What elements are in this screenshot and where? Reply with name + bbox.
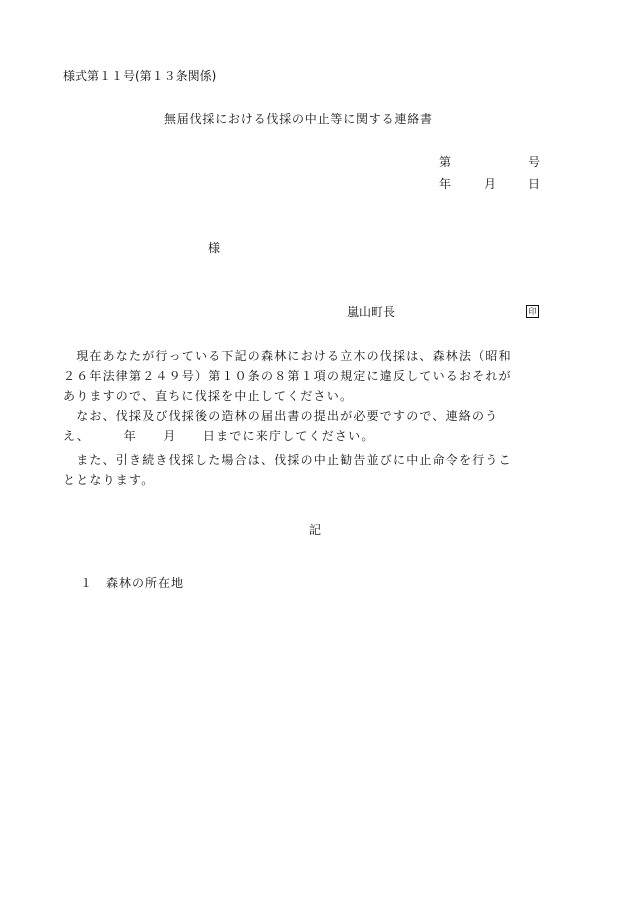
number-prefix: 第 xyxy=(439,155,452,169)
paragraph-line: ありますので、直ちに伐採を中止してください。 xyxy=(63,389,354,403)
document-title: 無届伐採における伐採の中止等に関する連絡書 xyxy=(164,112,433,126)
paragraph-line: ととなります。 xyxy=(63,473,155,487)
paragraph-line: ２６年法律第２４９号）第１０条の８第１項の規定に違反しているおそれが xyxy=(63,369,512,383)
seal-mark xyxy=(526,304,539,318)
paragraph-line: え、 年 月 日までに来庁してください。 xyxy=(63,429,375,443)
number-suffix: 号 xyxy=(528,155,541,169)
body-paragraph-3 xyxy=(63,450,583,490)
addressee-suffix: 様 xyxy=(208,241,221,255)
sender-name: 嵐山町長 xyxy=(347,305,396,319)
paragraph-line: 現在あなたが行っている下記の森林における立木の伐採は、森林法（昭和 xyxy=(63,349,512,363)
date-day: 日 xyxy=(528,177,541,191)
body-paragraph-2 xyxy=(63,406,583,446)
date-year: 年 xyxy=(439,177,452,191)
seal-icon: 印 xyxy=(526,305,539,318)
form-number: 様式第１１号(第１３条関係) xyxy=(63,69,217,83)
paragraph-line: また、引き続き伐採した場合は、伐採の中止勧告並びに中止命令を行うこ xyxy=(63,453,512,467)
body-paragraph-1 xyxy=(63,346,583,406)
date-month: 月 xyxy=(484,177,497,191)
notes-heading: 記 xyxy=(309,523,322,537)
paragraph-line: なお、伐採及び伐採後の造林の届出書の提出が必要ですので、連絡のう xyxy=(63,409,499,423)
note-item-forest-location: １ 森林の所在地 xyxy=(80,576,185,590)
